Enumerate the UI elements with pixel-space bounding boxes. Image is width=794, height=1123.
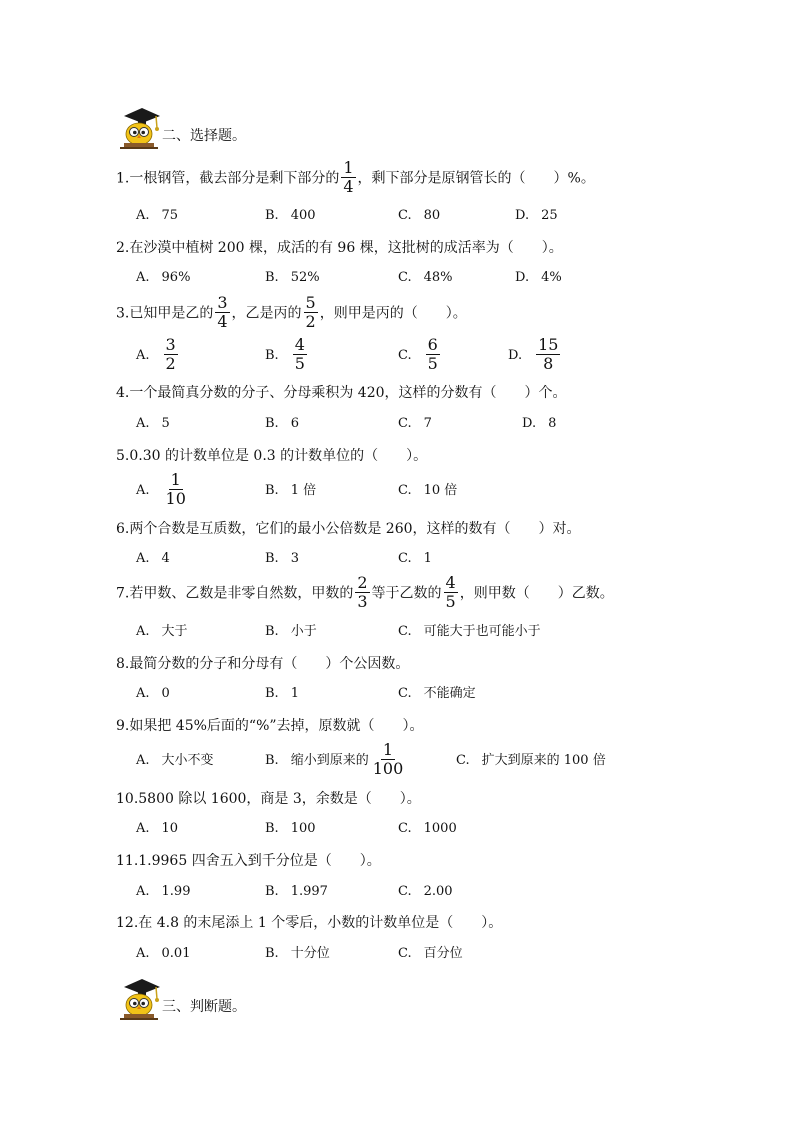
option-c xyxy=(398,883,453,901)
option-letter: B. xyxy=(265,821,279,836)
denominator: 5 xyxy=(294,354,305,373)
option-text: 1000 xyxy=(423,821,457,836)
option-c xyxy=(398,820,457,838)
option-letter: A. xyxy=(136,270,150,285)
option-d xyxy=(515,269,562,287)
option-text: 不能确定 xyxy=(423,686,476,701)
denominator: 4 xyxy=(217,312,228,331)
option-text: 400 xyxy=(290,208,316,223)
numerator: 6 xyxy=(427,335,438,354)
option-text: 大于 xyxy=(161,624,188,639)
section-title: 三、判断题。 xyxy=(162,999,246,1015)
option-letter: B. xyxy=(265,416,279,431)
option-a xyxy=(136,685,170,703)
option-a xyxy=(136,623,188,641)
option-text: 小于 xyxy=(290,624,317,639)
denominator: 100 xyxy=(372,759,404,778)
option-d xyxy=(515,207,558,225)
question-12: 12.在 4.8 的末尾添上 1 个零后，小数的计数单位是（ ）。 xyxy=(116,915,503,931)
question-6: 6.两个合数是互质数，它们的最小公倍数是 260，这样的数有（ ）对。 xyxy=(116,521,581,537)
fraction xyxy=(444,574,458,611)
numerator: 2 xyxy=(357,573,368,592)
option-a xyxy=(136,207,178,225)
option-letter: C. xyxy=(398,348,412,363)
fraction xyxy=(341,159,355,196)
fraction xyxy=(355,574,369,611)
option-a xyxy=(136,550,170,568)
option-d xyxy=(522,415,556,433)
option-a xyxy=(136,337,180,374)
option-letter: B. xyxy=(265,753,279,768)
option-letter: A. xyxy=(136,624,150,639)
option-letter: C. xyxy=(398,270,412,285)
question-8: 8.最简分数的分子和分母有（ ）个公因数。 xyxy=(116,656,410,672)
option-text: 1 xyxy=(290,686,299,701)
question-7 xyxy=(116,575,614,612)
option-letter: C. xyxy=(398,416,412,431)
denominator: 10 xyxy=(165,489,186,508)
fraction xyxy=(304,294,318,331)
option-text: 10 倍 xyxy=(423,483,458,498)
denominator: 2 xyxy=(165,354,176,373)
option-letter: C. xyxy=(398,208,412,223)
denominator: 4 xyxy=(343,177,354,196)
option-letter: B. xyxy=(265,348,279,363)
option-text: 0.01 xyxy=(161,946,191,961)
question-text: 1.一根钢管，截去部分是剩下部分的 xyxy=(116,170,340,187)
option-letter: A. xyxy=(136,348,150,363)
option-text: 1.997 xyxy=(290,884,328,899)
option-a xyxy=(136,945,190,963)
denominator: 3 xyxy=(357,592,368,611)
option-letter: A. xyxy=(136,686,150,701)
section-header-judge xyxy=(116,977,516,1021)
option-text: 4% xyxy=(541,270,562,285)
option-text: 0 xyxy=(161,686,170,701)
option-b xyxy=(265,207,316,225)
question-text: 等于乙数的 xyxy=(371,585,442,602)
option-letter: D. xyxy=(515,270,530,285)
question-10: 10.5800 除以 1600，商是 3，余数是（ ）。 xyxy=(116,791,421,807)
option-b xyxy=(265,945,330,963)
question-3 xyxy=(116,295,467,332)
option-c xyxy=(398,623,541,641)
option-text: 可能大于也可能小于 xyxy=(423,624,541,639)
option-letter: A. xyxy=(136,753,150,768)
numerator: 1 xyxy=(170,470,181,489)
option-letter: A. xyxy=(136,551,150,566)
question-text: 3.已知甲是乙的 xyxy=(116,305,214,322)
option-c xyxy=(398,550,432,568)
question-1 xyxy=(116,160,595,197)
option-letter: B. xyxy=(265,483,279,498)
option-text: 25 xyxy=(541,208,558,223)
option-letter: D. xyxy=(522,416,537,431)
option-b xyxy=(265,550,299,568)
fraction xyxy=(426,336,440,373)
numerator: 3 xyxy=(165,335,176,354)
option-c xyxy=(398,337,442,374)
section-title: 二、选择题。 xyxy=(162,128,246,144)
numerator: 4 xyxy=(294,335,305,354)
option-letter: A. xyxy=(136,416,150,431)
option-letter: A. xyxy=(136,821,150,836)
option-text: 96% xyxy=(161,270,191,285)
fraction xyxy=(293,336,307,373)
option-letter: C. xyxy=(398,483,412,498)
denominator: 5 xyxy=(445,592,456,611)
option-letter: B. xyxy=(265,686,279,701)
option-d xyxy=(508,337,562,374)
question-2: 2.在沙漠中植树 200 棵，成活的有 96 棵，这批树的成活率为（ ）。 xyxy=(116,240,563,256)
option-text: 3 xyxy=(290,551,299,566)
option-b xyxy=(265,415,299,433)
fraction xyxy=(536,336,560,373)
option-b xyxy=(265,883,328,901)
question-5: 5.0.30 的计数单位是 0.3 的计数单位的（ ）。 xyxy=(116,448,428,464)
option-c xyxy=(398,685,476,703)
section-header-choice xyxy=(116,106,516,150)
numerator: 1 xyxy=(382,740,394,759)
option-text: 2.00 xyxy=(423,884,453,899)
option-letter: A. xyxy=(136,946,150,961)
option-c xyxy=(398,945,463,963)
option-text: 十分位 xyxy=(290,946,330,961)
question-text: ，剩下部分是原钢管长的（ ）%。 xyxy=(357,170,595,187)
fraction xyxy=(164,471,188,508)
option-text: 1 xyxy=(423,551,432,566)
option-letter: D. xyxy=(515,208,530,223)
denominator: 5 xyxy=(427,354,438,373)
option-text: 75 xyxy=(161,208,179,223)
option-text: 百分位 xyxy=(423,946,463,961)
option-text: 4 xyxy=(161,551,170,566)
option-a xyxy=(136,883,190,901)
numerator: 1 xyxy=(343,158,354,177)
option-letter: C. xyxy=(398,551,412,566)
question-11: 11.1.9965 四舍五入到千分位是（ ）。 xyxy=(116,853,381,869)
option-text: 大小不变 xyxy=(161,753,214,768)
option-text: 52% xyxy=(290,270,320,285)
option-c xyxy=(398,482,457,500)
owl-graduate-icon xyxy=(116,106,162,150)
numerator: 4 xyxy=(445,573,456,592)
fraction xyxy=(215,294,229,331)
owl-graduate-icon xyxy=(116,977,162,1021)
option-b xyxy=(265,269,320,287)
option-text: 5 xyxy=(161,416,170,431)
option-a xyxy=(136,472,190,509)
question-text: ，则甲是丙的（ ）。 xyxy=(319,305,467,322)
option-b xyxy=(265,623,317,641)
option-letter: B. xyxy=(265,884,279,899)
denominator: 2 xyxy=(305,312,316,331)
option-letter: C. xyxy=(398,946,412,961)
fraction xyxy=(164,336,178,373)
option-text: 10 xyxy=(161,821,179,836)
option-letter: C. xyxy=(456,753,470,768)
option-letter: B. xyxy=(265,624,279,639)
option-a xyxy=(136,820,178,838)
option-text: 8 xyxy=(548,416,557,431)
option-text: 1.99 xyxy=(161,884,191,899)
numerator: 5 xyxy=(305,293,316,312)
option-letter: A. xyxy=(136,483,150,498)
option-text: 80 xyxy=(423,208,441,223)
option-letter: C. xyxy=(398,821,412,836)
denominator: 8 xyxy=(543,354,554,373)
fraction xyxy=(371,741,406,778)
option-a xyxy=(136,269,190,287)
question-9: 9.如果把 45%后面的“%”去掉，原数就（ ）。 xyxy=(116,718,424,734)
question-text: ，乙是丙的 xyxy=(231,305,302,322)
option-c xyxy=(398,415,432,433)
option-letter: B. xyxy=(265,946,279,961)
option-letter: D. xyxy=(508,348,523,363)
option-text: 缩小到原来的 xyxy=(290,753,369,768)
option-letter: B. xyxy=(265,551,279,566)
option-letter: A. xyxy=(136,208,150,223)
question-text: ，则甲数（ ）乙数。 xyxy=(459,585,614,602)
option-c xyxy=(456,752,606,770)
numerator: 3 xyxy=(217,293,228,312)
option-text: 扩大到原来的 100 倍 xyxy=(481,753,606,768)
question-4: 4.一个最简真分数的分子、分母乘积为 420，这样的分数有（ ）个。 xyxy=(116,385,567,401)
option-text: 48% xyxy=(423,270,453,285)
option-text: 6 xyxy=(290,416,299,431)
option-text: 100 xyxy=(290,821,316,836)
option-c xyxy=(398,207,440,225)
option-letter: A. xyxy=(136,884,150,899)
option-letter: B. xyxy=(265,208,279,223)
option-a xyxy=(136,752,214,770)
question-text: 7.若甲数、乙数是非零自然数，甲数的 xyxy=(116,585,354,602)
option-b xyxy=(265,742,407,779)
option-letter: C. xyxy=(398,624,412,639)
option-letter: C. xyxy=(398,884,412,899)
option-a xyxy=(136,415,170,433)
option-text: 7 xyxy=(423,416,432,431)
option-b xyxy=(265,482,316,500)
numerator: 15 xyxy=(538,335,559,354)
option-letter: C. xyxy=(398,686,412,701)
option-c xyxy=(398,269,453,287)
option-b xyxy=(265,685,299,703)
option-text: 1 倍 xyxy=(290,483,317,498)
option-b xyxy=(265,820,316,838)
option-letter: B. xyxy=(265,270,279,285)
option-b xyxy=(265,337,309,374)
